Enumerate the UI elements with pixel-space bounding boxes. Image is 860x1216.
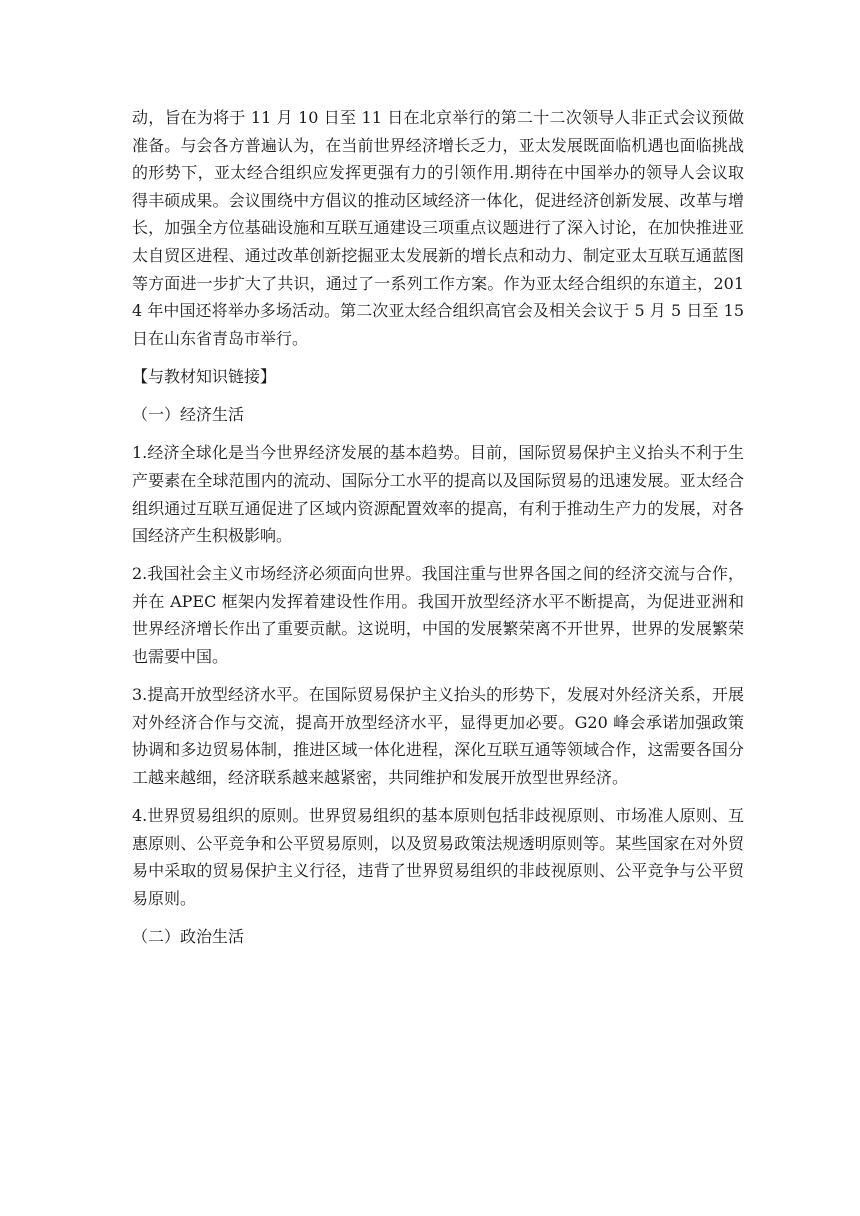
- body-paragraph-point-1: 1.经济全球化是当今世界经济发展的基本趋势。目前，国际贸易保护主义抬头不利于生产要素在全球范围内的流动、国际分工水平的提高以及国际贸易的迅速发展。亚太经合组织通过互联互通促进了区域内资源配置效率的提高，有利于推动生产力的发展，对各国经济产生积极影响。: [132, 443, 744, 546]
- body-paragraph-intro: 动，旨在为将于 11 月 10 日至 11 日在北京举行的第二十二次领导人非正式会议预做准备。与会各方普遍认为，在当前世界经济增长乏力，亚太发展既面临机遇也面临挑战的形势下，亚太经合组织应发挥更强有力的引领作用.期待在中国举办的领导人会议取得丰硕成果。会议围绕中方倡议的推动区域经济一体化，促进经济创新发展、改革与增长，加强全方位基础设施和互联互通建设三项重点议题进行了深入讨论，在加快推进亚太自贸区进程、通过改革创新挖掘亚太发展新的增长点和动力、制定亚太互联互通蓝图等方面进一步扩大了共识，通过了一系列工作方案。作为亚太经合组织的东道主，2014 年中国还将举办多场活动。第二次亚太经合组织高官会及相关会议于 5 月 5 日至 15 日在山东省青岛市举行。: [132, 108, 744, 348]
- body-paragraph-point-3: 3.提高开放型经济水平。在国际贸易保护主义抬头的形势下，发展对外经济关系，开展对外经济合作与交流，提高开放型经济水平，显得更加必要。G20 峰会承诺加强政策协调和多边贸易体制，推进区域一体化进程，深化互联互通等领域合作，这需要各国分工越来越细，经济联系越来越紧密，共同维护和发展开放型世界经济。: [132, 685, 744, 788]
- body-paragraph-point-2: 2.我国社会主义市场经济必须面向世界。我国注重与世界各国之间的经济交流与合作，并在 APEC 框架内发挥着建设性作用。我国开放型经济水平不断提高，为促进亚洲和世界经济增长作出了重要贡献。这说明，中国的发展繁荣离不开世界，世界的发展繁荣也需要中国。: [132, 564, 744, 667]
- body-paragraph-point-4: 4.世界贸易组织的原则。世界贸易组织的基本原则包括非歧视原则、市场准人原则、互惠原则、公平竞争和公平贸易原则，以及贸易政策法规透明原则等。某些国家在对外贸易中采取的贸易保护主义行径，违背了世界贸易组织的非歧视原则、公平竞争与公平贸易原则。: [132, 806, 744, 908]
- document-page: [132, 104, 744, 951]
- section-heading-political-life: （二）政治生活: [132, 927, 245, 947]
- section-heading-textbook-link: 【与教材知识链接】: [132, 366, 277, 386]
- section-heading-economic-life: （一）经济生活: [132, 405, 245, 425]
